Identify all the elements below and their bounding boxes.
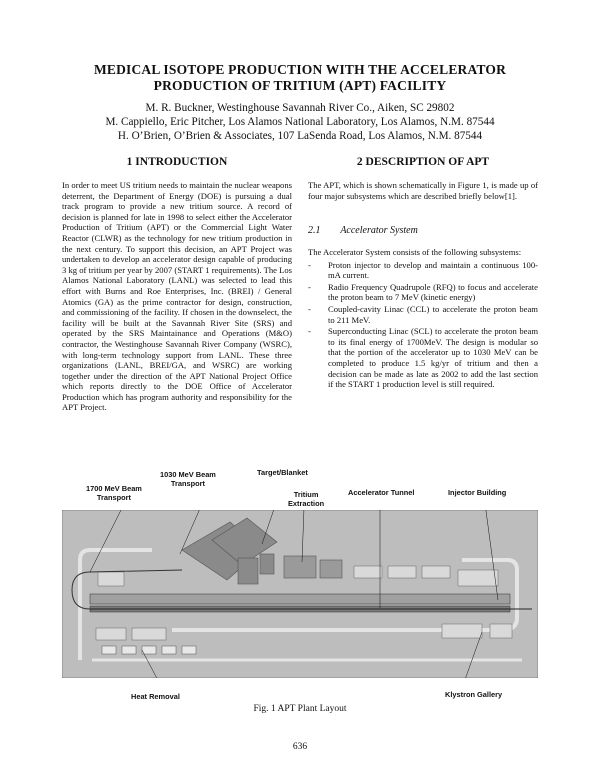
- intro-paragraph: In order to meet US tritium needs to maintain the nuclear weapons deterrent, the Department of Energy (DOE) is pursuing a dual track program to provide a new tritium source. A record of decision is planned for late in 1998 to select either the Accelerator Production of Tritium (APT) or the Commercial Light Water Reactor (CLWR) as the technology for new tritium production in the next century. To support this decision, an APT Project was undertaken to develop an accelerator design capable of producing 3 kg of tritium per year by 2007 (START 1 requirements). The Los Alamos National Laboratory (LANL) was selected to lead this effort with Burns and Roe Enterprises, Inc. (BREI) / General Atomics (GA) as the prime contractor for design, construction, and commissioning of the facility. If chosen in the downselect, the facility will be built at the Savannah River Site (SRS) and operated by the SRS Maintainance and Operations (M&O) contractor, the Westinghouse Savannah River Company (WSRC), with long-term technology support from LANL. These three organizations (LANL, BREI/GA, and WSRC) are working together under the direction of the APT National Project Office which reports directly to the DOE Office of Accelerator Production which has program authority and responsibility for the APT Project.: [62, 180, 292, 413]
- list-item: - Superconducting Linac (SCL) to accelerate the proton beam to its final energy of 1700MeV. The design is modular so that the portion of the accelerator up to 1030 MeV can be completed to produce 1.5 kg/yr of tritium and then a decision can be made as late as 2002 to add the last section if the START 1 production level is still required.: [308, 326, 538, 390]
- subsystem-list: [308, 260, 538, 390]
- subsection-heading: 2.1 Accelerator System: [308, 225, 418, 236]
- list-item: - Radio Frequency Quadrupole (RFQ) to focus and accelerate the proton beam to 7 MeV (kinetic energy): [308, 282, 538, 303]
- label-1700-beam-transport: 1700 MeV Beam Transport: [86, 484, 142, 502]
- author-line-2: M. Cappiello, Eric Pitcher, Los Alamos National Laboratory, Los Alamos, N.M. 87544: [105, 116, 495, 128]
- label-target-blanket: Target/Blanket: [257, 468, 308, 477]
- label-accelerator-tunnel: Accelerator Tunnel: [348, 488, 415, 497]
- author-block: [40, 101, 560, 143]
- plant-layout-figure: [62, 510, 538, 678]
- figure-caption: Fig. 1 APT Plant Layout: [253, 704, 347, 714]
- intro-heading: 1 INTRODUCTION: [126, 156, 228, 168]
- intro-column: [62, 180, 292, 413]
- author-line-1: M. R. Buckner, Westinghouse Savannah River Co., Aiken, SC 29802: [145, 102, 455, 114]
- accelerator-system-column: [308, 247, 538, 391]
- label-1030-beam-transport: 1030 MeV Beam Transport: [160, 470, 216, 488]
- description-heading: 2 DESCRIPTION OF APT: [356, 156, 490, 168]
- title-line-1: MEDICAL ISOTOPE PRODUCTION WITH THE ACCELERATOR: [93, 62, 507, 77]
- description-paragraph: The APT, which is shown schematically in Figure 1, is made up of four major subsystems which are described briefly below[1].: [308, 180, 538, 201]
- klystron-gallery: [90, 594, 510, 604]
- label-injector-building: Injector Building: [448, 488, 507, 497]
- page-number: 636: [292, 742, 308, 752]
- paper-title: [40, 62, 560, 94]
- subsection-intro: The Accelerator System consists of the following subsystems:: [308, 247, 522, 257]
- label-heat-removal: Heat Removal: [131, 692, 180, 701]
- heat-removal-towers: [102, 646, 196, 654]
- list-item: - Coupled-cavity Linac (CCL) to accelerate the proton beam to 211 MeV.: [308, 304, 538, 325]
- label-klystron-gallery: Klystron Gallery: [445, 690, 503, 699]
- title-line-2: PRODUCTION OF TRITIUM (APT) FACILITY: [153, 78, 447, 93]
- list-item: - Proton injector to develop and maintain a continuous 100-mA current.: [308, 260, 538, 281]
- author-line-3: H. O’Brien, O’Brien & Associates, 107 LaSenda Road, Los Alamos, N.M. 87544: [117, 130, 483, 142]
- label-tritium-extraction: Tritium Extraction: [288, 490, 325, 508]
- description-column: [308, 180, 538, 201]
